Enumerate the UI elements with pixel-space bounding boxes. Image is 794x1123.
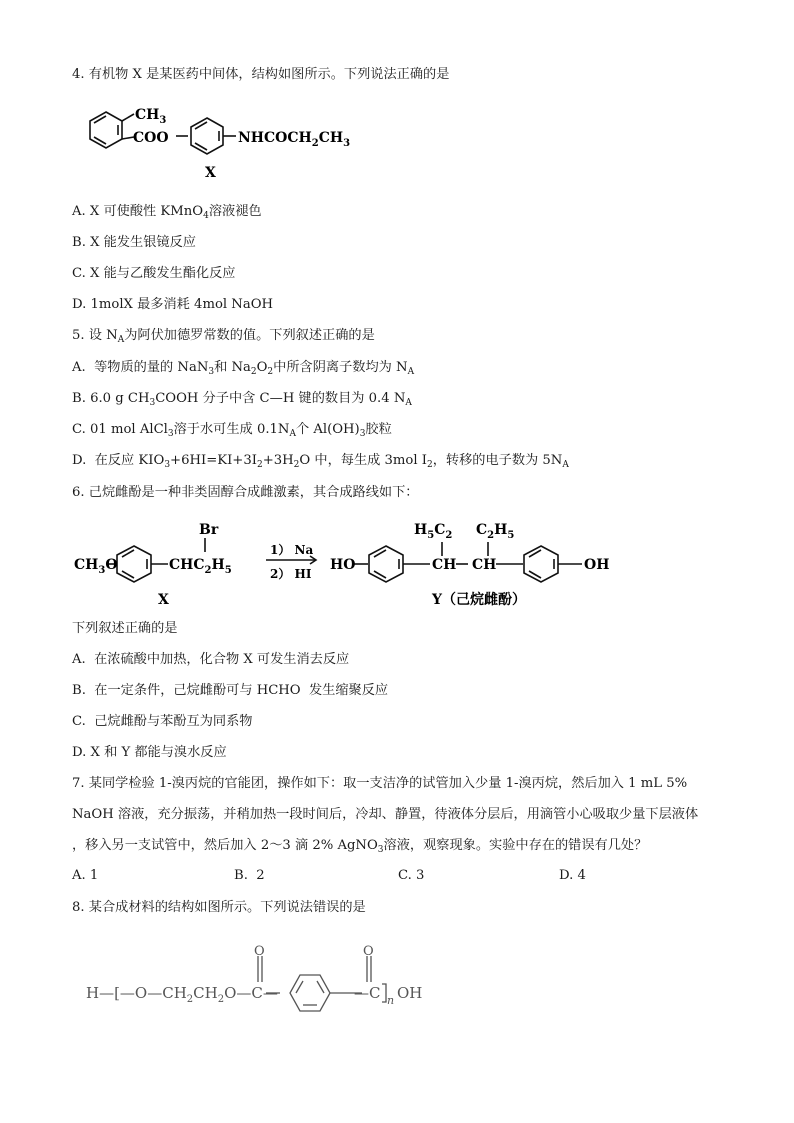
carbonyl-o-right: O bbox=[363, 944, 374, 959]
q5-option-c: C. 01 mol AlCl$_3$溶于水可生成 $0.1N_A$个 $Al(OH)_3$胶粒 bbox=[72, 422, 392, 439]
benzene-ring-left bbox=[90, 112, 122, 148]
polymer-left-chain: $H—[—O—CH_2CH_2O—C—$ bbox=[86, 984, 278, 1005]
compound-y-label: Y（己烷雌酚） bbox=[432, 592, 526, 608]
y-benzene-ring-right bbox=[524, 546, 558, 582]
carbonyl-o-left: O bbox=[254, 944, 265, 959]
q5-option-d: D. 在反应 $KIO_3+6HI=KI+3I_2+3H_2O$ 中，每生成 3mol $I_2$，转移的电子数为 $5N_A$ bbox=[72, 453, 569, 470]
q6-option-d: D. X 和 Y 都能与溴水反应 bbox=[72, 745, 227, 760]
q7-line3: ，移入另一支试管中，然后加入 2～3 滴 2% AgNO$_3$溶液，观察现象。实验中存在的错误有几处？ bbox=[72, 838, 648, 855]
q7-option-c: C. 3 bbox=[398, 868, 425, 883]
compound-x-label: X bbox=[205, 165, 216, 181]
step1-label: 1） Na bbox=[270, 543, 314, 557]
q5-stem: 5. 设 $N_A$为阿伏加德罗常数的值。下列叙述正确的是 bbox=[72, 328, 375, 345]
q6-option-c: C. 己烷雌酚与苯酚互为同系物 bbox=[72, 714, 253, 729]
ho-label: HO bbox=[330, 557, 356, 573]
ethyl2-label: $C_2H_5$ bbox=[476, 522, 515, 541]
q4-stem: 4. 有机物 X 是某医药中间体，结构如图所示。下列说法正确的是 bbox=[72, 67, 450, 82]
q7-option-a: A. 1 bbox=[72, 868, 99, 883]
q8-polymer-figure bbox=[84, 936, 444, 1016]
y-benzene-ring-left bbox=[369, 546, 403, 582]
q5-option-b: B. 6.0 g $CH_3COOH$ 分子中含 C—H 键的数目为 0.4 $N_A$ bbox=[72, 391, 412, 408]
bromo-label: Br bbox=[199, 522, 219, 538]
step2-label: 2） HI bbox=[270, 567, 312, 581]
q7-line2: NaOH 溶液，充分振荡，并稍加热一段时间后，冷却、静置，待液体分层后，用滴管小心吸取少量下层液体 bbox=[72, 807, 699, 822]
ch2-label: CH bbox=[472, 557, 497, 573]
q7-option-d: D. 4 bbox=[559, 868, 586, 883]
compound-x-label: X bbox=[158, 592, 169, 608]
amide-group-label: $NHCOCH_2CH_3$ bbox=[238, 130, 351, 149]
q6-option-a: A. 在浓硫酸中加热，化合物 X 可发生消去反应 bbox=[72, 652, 350, 667]
q8-stem: 8. 某合成材料的结构如图所示。下列说法错误的是 bbox=[72, 900, 366, 915]
q4-option-d: D. 1molX 最多消耗 4mol NaOH bbox=[72, 297, 274, 312]
methyl-group-label: $CH_3$ bbox=[135, 107, 167, 126]
ch1-label: CH bbox=[432, 557, 457, 573]
q7-line1: 7. 某同学检验 1-溴丙烷的官能团，操作如下：取一支洁净的试管加入少量 1-溴丙烷，然后加入 1 mL 5% bbox=[72, 776, 688, 791]
oh-label: OH bbox=[584, 557, 610, 573]
q6-stem: 6. 己烷雌酚是一种非类固醇合成雌激素，其合成路线如下： bbox=[72, 485, 419, 500]
q6-synthesis-figure bbox=[72, 512, 624, 612]
x-benzene-ring bbox=[117, 546, 151, 582]
q4-option-b: B. X 能发生银镜反应 bbox=[72, 235, 196, 250]
repeat-n-label: n bbox=[387, 994, 395, 1007]
q7-option-b: B. 2 bbox=[234, 868, 265, 883]
q5-option-a: A. 等物质的量的 NaN$_3$和 $Na_2O_2$中所含阴离子数均为 $N_A$ bbox=[72, 360, 415, 377]
methoxy-label: $CH_3O$ bbox=[74, 557, 118, 576]
q4-structure-figure bbox=[72, 92, 382, 184]
ethyl1-label: $H_5C_2$ bbox=[414, 522, 453, 541]
q4-option-a: A. X 可使酸性 KMnO$_4$溶液褪色 bbox=[72, 204, 262, 221]
q4-option-c: C. X 能与乙酸发生酯化反应 bbox=[72, 266, 236, 281]
q6-prompt: 下列叙述正确的是 bbox=[72, 621, 178, 636]
ester-group-label: COO bbox=[133, 130, 169, 146]
q7-options bbox=[72, 868, 712, 886]
x-chain-label: $CHC_2H_5$ bbox=[169, 557, 232, 576]
polymer-end-oh: OH bbox=[397, 984, 423, 1002]
polymer-right-carbon: —C bbox=[354, 984, 381, 1002]
q6-option-b: B. 在一定条件，己烷雌酚可与 HCHO 发生缩聚反应 bbox=[72, 683, 389, 698]
